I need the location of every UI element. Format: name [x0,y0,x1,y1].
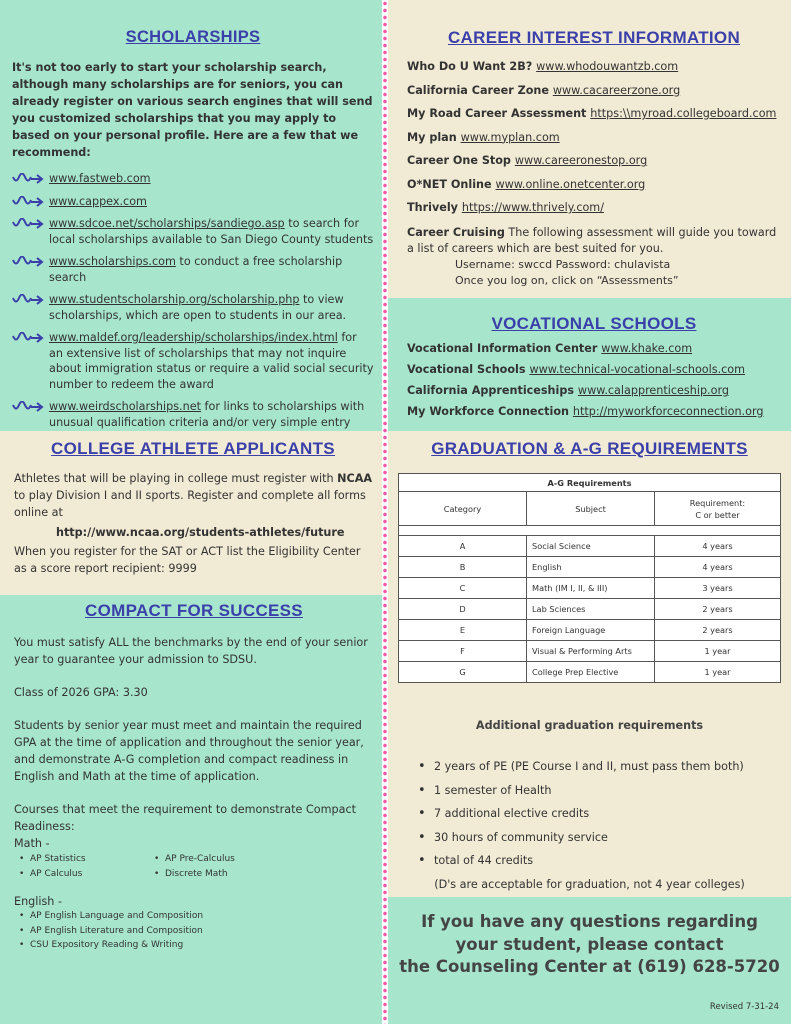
cell-requirement: 4 years [655,536,781,557]
cell-subject: College Prep Elective [527,662,655,683]
scholarship-link[interactable]: www.weirdscholarships.net [49,400,201,413]
cell-subject: English [527,557,655,578]
graduation-title: GRADUATION & A-G REQUIREMENTS [431,439,748,458]
course-item: • Discrete Math [149,867,235,882]
math-courses [14,852,374,881]
vocational-link[interactable]: www.khake.com [601,342,693,355]
vocational-item [407,384,781,397]
table-row [399,599,781,620]
career-item [407,60,781,73]
cell-subject: Visual & Performing Arts [527,641,655,662]
header-category: Category [399,492,527,526]
list-item: • 30 hours of community service [418,831,781,844]
squiggle-arrow-icon [12,401,44,413]
graduation-section [388,431,791,897]
career-label: Career One Stop [407,154,515,167]
course-item: • AP English Language and Composition [14,909,374,924]
compact-p3: Students by senior year must meet and maintain the required GPA at the time of application and throughout the senior year, and demonstrate A-G completion and compact readiness in English and Math at the time of application. [14,719,364,783]
cell-category: F [399,641,527,662]
compact-gpa: Class of 2026 GPA: 3.30 [14,686,148,699]
career-item [407,84,781,97]
list-item: • 7 additional elective credits [418,807,781,820]
ag-requirements-table [398,473,781,683]
vocational-item [407,363,781,376]
scholarship-desc: to view scholarships, which are open to students in our area. [49,293,347,322]
table-row [399,641,781,662]
career-label: My Road Career Assessment [407,107,591,120]
scholarships-section [0,0,382,431]
header-requirement [655,492,781,526]
scholarship-link[interactable]: www.sdcoe.net/scholarships/sandiego.asp [49,217,285,230]
course-item: • AP Pre-Calculus [149,852,235,867]
scholarship-desc: for an extensive list of scholarships that may not inquire about immigration status or require a valid social security number to redeem the award [49,331,374,391]
athlete-title: COLLEGE ATHLETE APPLICANTS [51,439,335,458]
cell-requirement: 2 years [655,599,781,620]
cell-requirement: 1 year [655,641,781,662]
vocational-section [388,298,791,431]
math-column-2 [149,852,235,881]
career-link[interactable]: www.myplan.com [460,130,560,144]
compact-section [0,595,382,1024]
career-link[interactable]: www.whodouwantzb.com [536,60,679,73]
career-credentials: Username: swccd Password: chulavista [455,257,671,271]
vocational-label: California Apprenticeships [407,384,578,397]
career-link[interactable]: www.careeronestop.org [514,154,648,167]
cell-requirement: 4 years [655,557,781,578]
athlete-text-b: to play Division I and II sports. Register and complete all forms online at [14,489,366,519]
career-cruising [407,225,781,257]
scholarships-title: SCHOLARSHIPS [125,28,261,46]
vocational-title: VOCATIONAL SCHOOLS [491,314,697,333]
header-requirement-line1: Requirement: [689,497,746,508]
career-title: CAREER INTEREST INFORMATION [447,28,741,47]
contact-line-1: If you have any questions regarding [421,912,758,931]
athlete-section [0,431,382,595]
cell-category: G [399,662,527,683]
vocational-label: My Workforce Connection [407,405,573,418]
career-cruising-text: The following assessment will guide you toward a list of careers which are best suited for you. [407,225,777,255]
athlete-text-a: Athletes that will be playing in college must register with [14,472,338,485]
cell-subject: Foreign Language [527,620,655,641]
table-title: A-G Requirements [399,474,781,492]
career-label: O*NET Online [407,177,496,191]
athlete-text [14,470,372,521]
career-item [407,154,781,167]
cell-requirement: 3 years [655,578,781,599]
cell-category: B [399,557,527,578]
table-row [399,536,781,557]
table-row [399,578,781,599]
career-link[interactable]: www.online.onetcenter.org [495,177,646,191]
career-item [407,107,781,120]
career-section [388,0,791,298]
vocational-link[interactable]: www.technical-vocational-schools.com [529,363,746,376]
course-item: • AP Calculus [14,867,149,882]
squiggle-arrow-icon [12,196,44,208]
vocational-item [407,405,781,418]
vocational-list [407,342,781,418]
table-row [399,620,781,641]
ncaa-label: NCAA [337,472,373,485]
scholarships-intro: It's not too early to start your scholarship search, although many scholarships are for seniors, you can already register on various search engines that will send you customized scholarships that you may apply to based on your personal profile. Here are a few that we recommend: [12,61,373,159]
course-item: • AP English Literature and Composition [14,924,374,939]
squiggle-arrow-icon [12,332,44,344]
vocational-label: Vocational Information Center [407,342,602,355]
cell-requirement: 2 years [655,620,781,641]
table-row [399,557,781,578]
career-login-note: Once you log on, click on “Assessments” [455,273,679,287]
list-item: • total of 44 credits [418,854,781,867]
career-link[interactable]: https:\\myroad.collegeboard.com [590,107,777,120]
additional-title: Additional graduation requirements [475,719,704,732]
graduation-note: (D's are acceptable for graduation, not 4 year colleges) [434,877,745,891]
ncaa-url[interactable]: http://www.ncaa.org/students-athletes/future [56,526,345,539]
math-label: Math - [14,837,50,850]
athlete-text-c: When you register for the SAT or ACT list the Eligibility Center as a score report recipient: 9999 [14,545,361,575]
career-item [407,201,781,214]
squiggle-arrow-icon [12,218,44,230]
cell-category: A [399,536,527,557]
career-label: Who Do U Want 2B? [407,60,537,73]
contact-line-3: the Counseling Center at (619) 628-5720 [399,957,780,976]
vocational-label: Vocational Schools [407,363,530,376]
scholarship-link[interactable]: www.studentscholarship.org/scholarship.php [49,293,300,306]
career-label: California Career Zone [407,83,553,97]
scholarship-desc: for links to scholarships with unusual qualification criteria and/or very simple entry [49,400,365,429]
squiggle-arrow-icon [12,173,44,185]
career-label: Thrively [407,201,462,214]
header-subject: Subject [527,492,655,526]
table-row [399,662,781,683]
cell-subject: Social Science [527,536,655,557]
list-item: • 1 semester of Health [418,784,781,797]
scholarship-link[interactable]: www.scholarships.com [49,255,176,268]
scholarship-item [12,171,374,187]
contact-message [388,911,791,979]
course-item: • AP Statistics [14,852,149,867]
squiggle-arrow-icon [12,294,44,306]
math-column-1 [14,852,149,881]
career-item [407,178,781,191]
course-item: • CSU Expository Reading & Writing [14,938,374,953]
career-item [407,131,781,144]
compact-title: COMPACT FOR SUCCESS [85,601,303,620]
header-requirement-line2: C or better [695,509,740,520]
cell-subject: Lab Sciences [527,599,655,620]
scholarship-link[interactable]: www.fastweb.com [49,172,151,185]
scholarship-item [12,399,374,431]
scholarship-item [12,254,374,285]
english-label: English - [14,895,62,908]
vocational-link[interactable]: www.calapprenticeship.org [577,384,729,397]
compact-p4: Courses that meet the requirement to demonstrate Compact Readiness: [14,803,356,833]
scholarship-desc: to search for local scholarships available to San Diego County students [49,217,374,246]
additional-requirements [398,760,781,867]
cell-category: E [399,620,527,641]
scholarship-link[interactable]: www.cappex.com [49,194,147,208]
career-link[interactable]: www.cacareerzone.org [552,83,681,97]
career-list [407,60,781,214]
scholarship-desc: to conduct a free scholarship search [49,255,343,284]
scholarship-item [12,194,374,210]
english-courses [14,909,374,953]
scholarship-list [12,171,374,431]
squiggle-arrow-icon [12,256,44,268]
vocational-item [407,342,781,355]
cell-requirement: 1 year [655,662,781,683]
contact-line-2: your student, please contact [455,934,724,954]
career-label: My plan [407,130,461,144]
vocational-link[interactable]: http://myworkforceconnection.org [572,405,764,418]
career-link[interactable]: https://www.thrively.com/ [461,201,604,214]
scholarship-item [12,216,374,247]
cell-category: D [399,599,527,620]
scholarship-item [12,292,374,323]
revised-date: Revised 7-31-24 [709,1002,779,1012]
table-spacer [399,526,781,536]
compact-p1: You must satisfy ALL the benchmarks by the end of your senior year to guarantee your admission to SDSU. [14,636,368,666]
contact-section [388,897,791,1024]
career-cruising-label: Career Cruising [407,225,505,239]
scholarship-item [12,330,374,392]
cell-subject: Math (IM I, II, & III) [527,578,655,599]
cell-category: C [399,578,527,599]
scholarship-link[interactable]: www.maldef.org/leadership/scholarships/index.html [49,331,338,344]
list-item: • 2 years of PE (PE Course I and II, must pass them both) [418,760,781,773]
